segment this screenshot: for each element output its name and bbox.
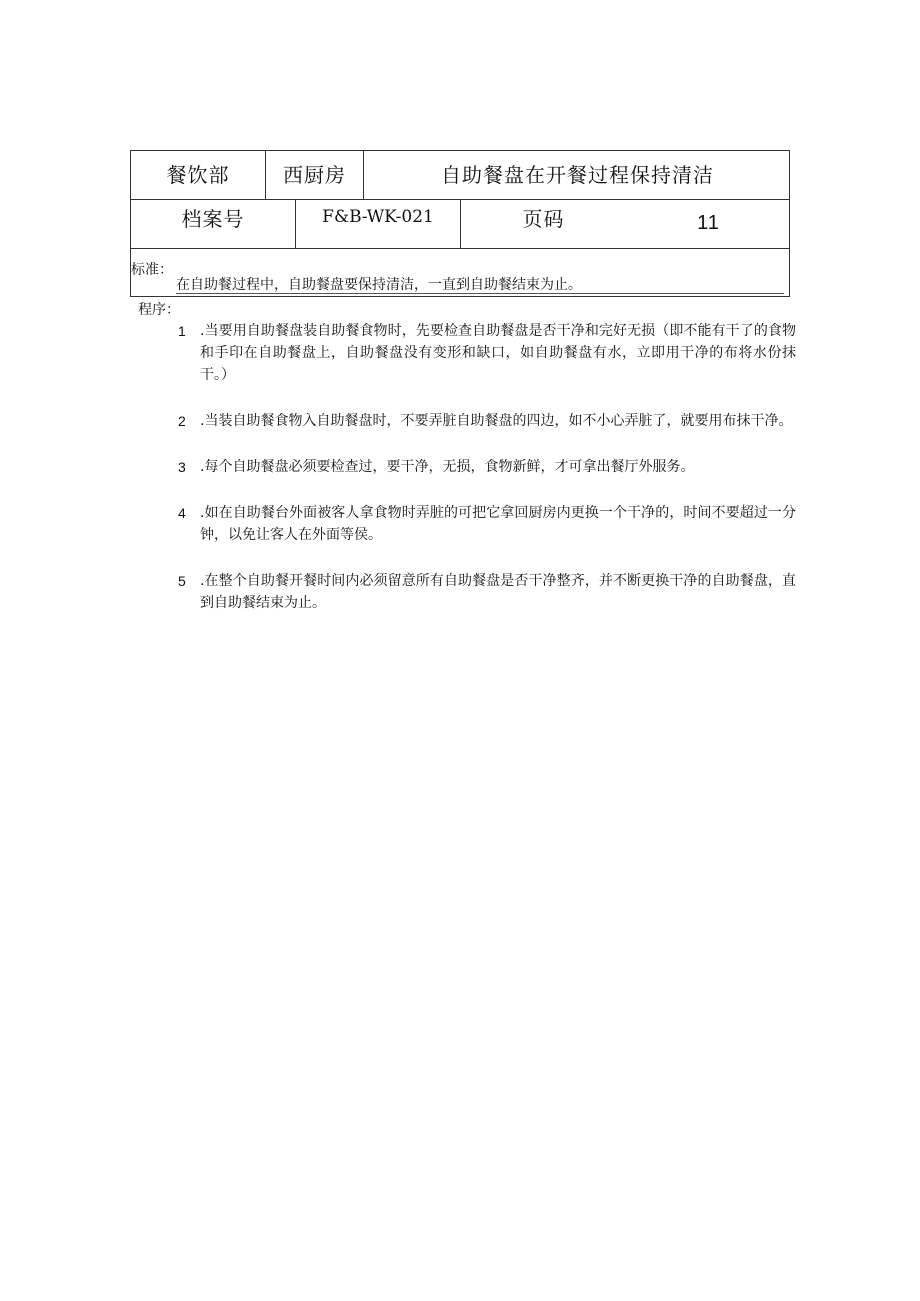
procedure-steps	[176, 320, 796, 638]
page-number: 11	[697, 211, 720, 234]
standard-text: 在自助餐过程中，自助餐盘要保持清洁，一直到自助餐结束为止。	[176, 277, 784, 294]
standard-row	[131, 249, 789, 297]
procedure-step	[176, 320, 796, 386]
section-cell: 西厨房	[266, 151, 364, 199]
header-table	[130, 150, 790, 297]
page-label: 页码	[522, 206, 565, 231]
procedure-label: 程序：	[138, 302, 180, 318]
department-cell: 餐饮部	[131, 151, 266, 199]
step-text: .当装自助餐食物入自助餐盘时，不要弄脏自助餐盘的四边，如不小心弄脏了，就要用布抹干净。	[200, 413, 793, 429]
step-number: 2	[178, 413, 186, 429]
procedure-step	[176, 570, 796, 614]
step-text: .如在自助餐台外面被客人拿食物时弄脏的可把它拿回厨房内更换一个干净的，时间不要超过一分钟，以免让客人在外面等侯。	[200, 505, 796, 543]
step-number: 4	[178, 505, 186, 521]
file-no-value: F&B-WK-021	[296, 200, 461, 248]
procedure-step	[176, 502, 796, 546]
header-row-2	[131, 200, 789, 249]
procedure-step	[176, 410, 796, 432]
step-text: .当要用自助餐盘装自助餐食物时，先要检查自助餐盘是否干净和完好无损（即不能有干了的食物和手印在自助餐盘上，自助餐盘没有变形和缺口，如自助餐盘有水，立即用干净的布将水份抹干。）	[200, 323, 796, 383]
file-no-label: 档案号	[131, 200, 296, 248]
document-title: 自助餐盘在开餐过程保持清洁	[441, 162, 714, 187]
header-row-1	[131, 151, 789, 200]
step-number: 5	[178, 573, 186, 589]
standard-label: 标准：	[131, 262, 173, 278]
step-number: 1	[178, 323, 186, 339]
step-text: .在整个自助餐开餐时间内必须留意所有自助餐盘是否干净整齐，并不断更换干净的自助餐盘，直到自助餐结束为止。	[200, 573, 796, 611]
procedure-step	[176, 456, 796, 478]
step-text: .每个自助餐盘必须要检查过，要干净，无损，食物新鲜，才可拿出餐厅外服务。	[200, 459, 695, 475]
step-number: 3	[178, 459, 186, 475]
